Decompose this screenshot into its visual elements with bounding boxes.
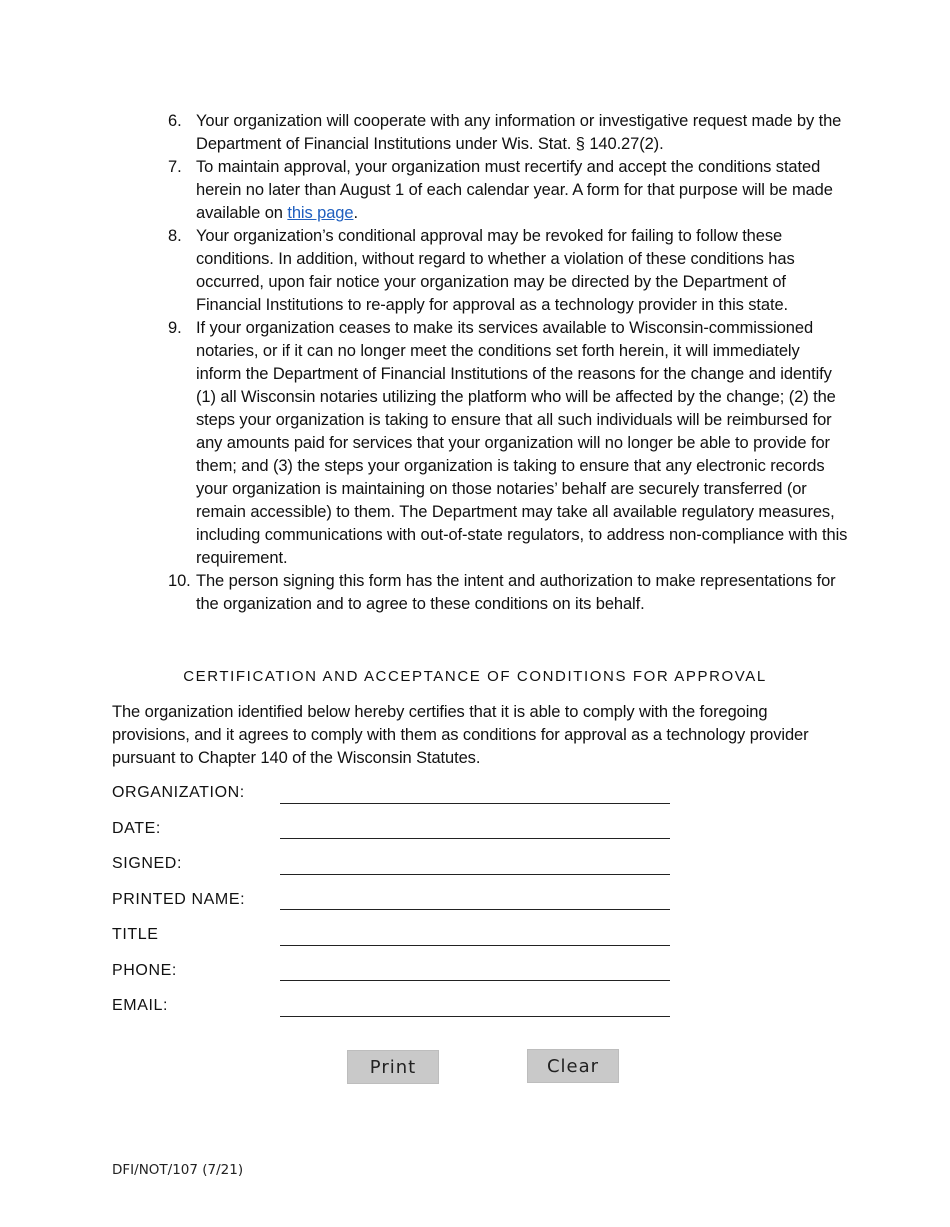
condition-text: Your organization will cooperate with any information or investigative request made by the Department of Financial Institutions under Wis. Stat. § 140.27(2). xyxy=(196,112,842,153)
phone-label: PHONE: xyxy=(112,962,177,979)
date-field[interactable] xyxy=(280,818,670,839)
condition-item-10 xyxy=(168,570,848,616)
condition-number: 9. xyxy=(168,319,182,337)
clear-button[interactable]: Clear xyxy=(527,1049,619,1083)
printed-name-field[interactable] xyxy=(280,889,670,910)
date-label: DATE: xyxy=(112,820,161,837)
condition-item-6 xyxy=(168,110,848,156)
condition-text: Your organization’s conditional approval may be revoked for failing to follow these conditions. In addition, without regard to whether a violation of these conditions has occurred, upon fair notice your organization may be directed by the Department of Financial Institutions to re-apply for approval as a technology provider in this state. xyxy=(196,227,795,314)
condition-number: 7. xyxy=(168,158,182,176)
condition-text: If your organization ceases to make its services available to Wisconsin-commissioned notaries, or if it can no longer meet the conditions set forth herein, it will immediately inform the Department of Financial Institutions of the reasons for the change and identify (1) all Wisconsin notaries utilizing the platform who will be affected by the change; (2) the steps your organization is taking to ensure that all such individuals will be reimbursed for any amounts paid for services that your organization will no longer be able to provide for them; and (3) the steps your organization is taking to ensure that any electronic records your organization is maintaining on those notaries’ behalf are securely transferred (or remain accessible) to them. The Department may take all available regulatory measures, including communications with out-of-state regulators, to address non-compliance with this requirement. xyxy=(196,319,848,567)
condition-number: 8. xyxy=(168,227,182,245)
certification-heading: CERTIFICATION AND ACCEPTANCE OF CONDITIONS FOR APPROVAL xyxy=(183,668,767,685)
condition-number: 6. xyxy=(168,112,182,130)
phone-field[interactable] xyxy=(280,960,670,981)
form-number: DFI/NOT/107 (7/21) xyxy=(112,1162,244,1178)
organization-label: ORGANIZATION: xyxy=(112,784,245,801)
organization-field[interactable] xyxy=(280,783,670,804)
print-button[interactable]: Print xyxy=(347,1050,439,1084)
signed-label: SIGNED: xyxy=(112,855,182,872)
title-field[interactable] xyxy=(280,925,670,946)
condition-text: The person signing this form has the intent and authorization to make representations for the organization and to agree to these conditions on its behalf. xyxy=(196,572,836,613)
signed-field[interactable] xyxy=(280,854,670,875)
condition-text-end: . xyxy=(353,204,358,222)
email-label: EMAIL: xyxy=(112,997,169,1014)
condition-item-9 xyxy=(168,317,848,570)
certification-intro: The organization identified below hereby certifies that it is able to comply with the foregoing provisions, and it agrees to comply with them as conditions for approval as a technology provider pursuant to Chapter 140 of the Wisconsin Statutes. xyxy=(112,703,809,767)
conditions-list xyxy=(168,110,848,616)
condition-text: To maintain approval, your organization must recertify and accept the conditions stated herein no later than August 1 of each calendar year. A form for that purpose will be made available on xyxy=(196,158,833,222)
condition-item-8 xyxy=(168,225,848,317)
condition-item-7 xyxy=(168,156,848,225)
printed-name-label: PRINTED NAME: xyxy=(112,891,246,908)
email-field[interactable] xyxy=(280,996,670,1017)
title-label: TITLE xyxy=(112,926,159,943)
this-page-link[interactable]: this page xyxy=(287,204,354,222)
condition-number: 10. xyxy=(168,572,191,590)
